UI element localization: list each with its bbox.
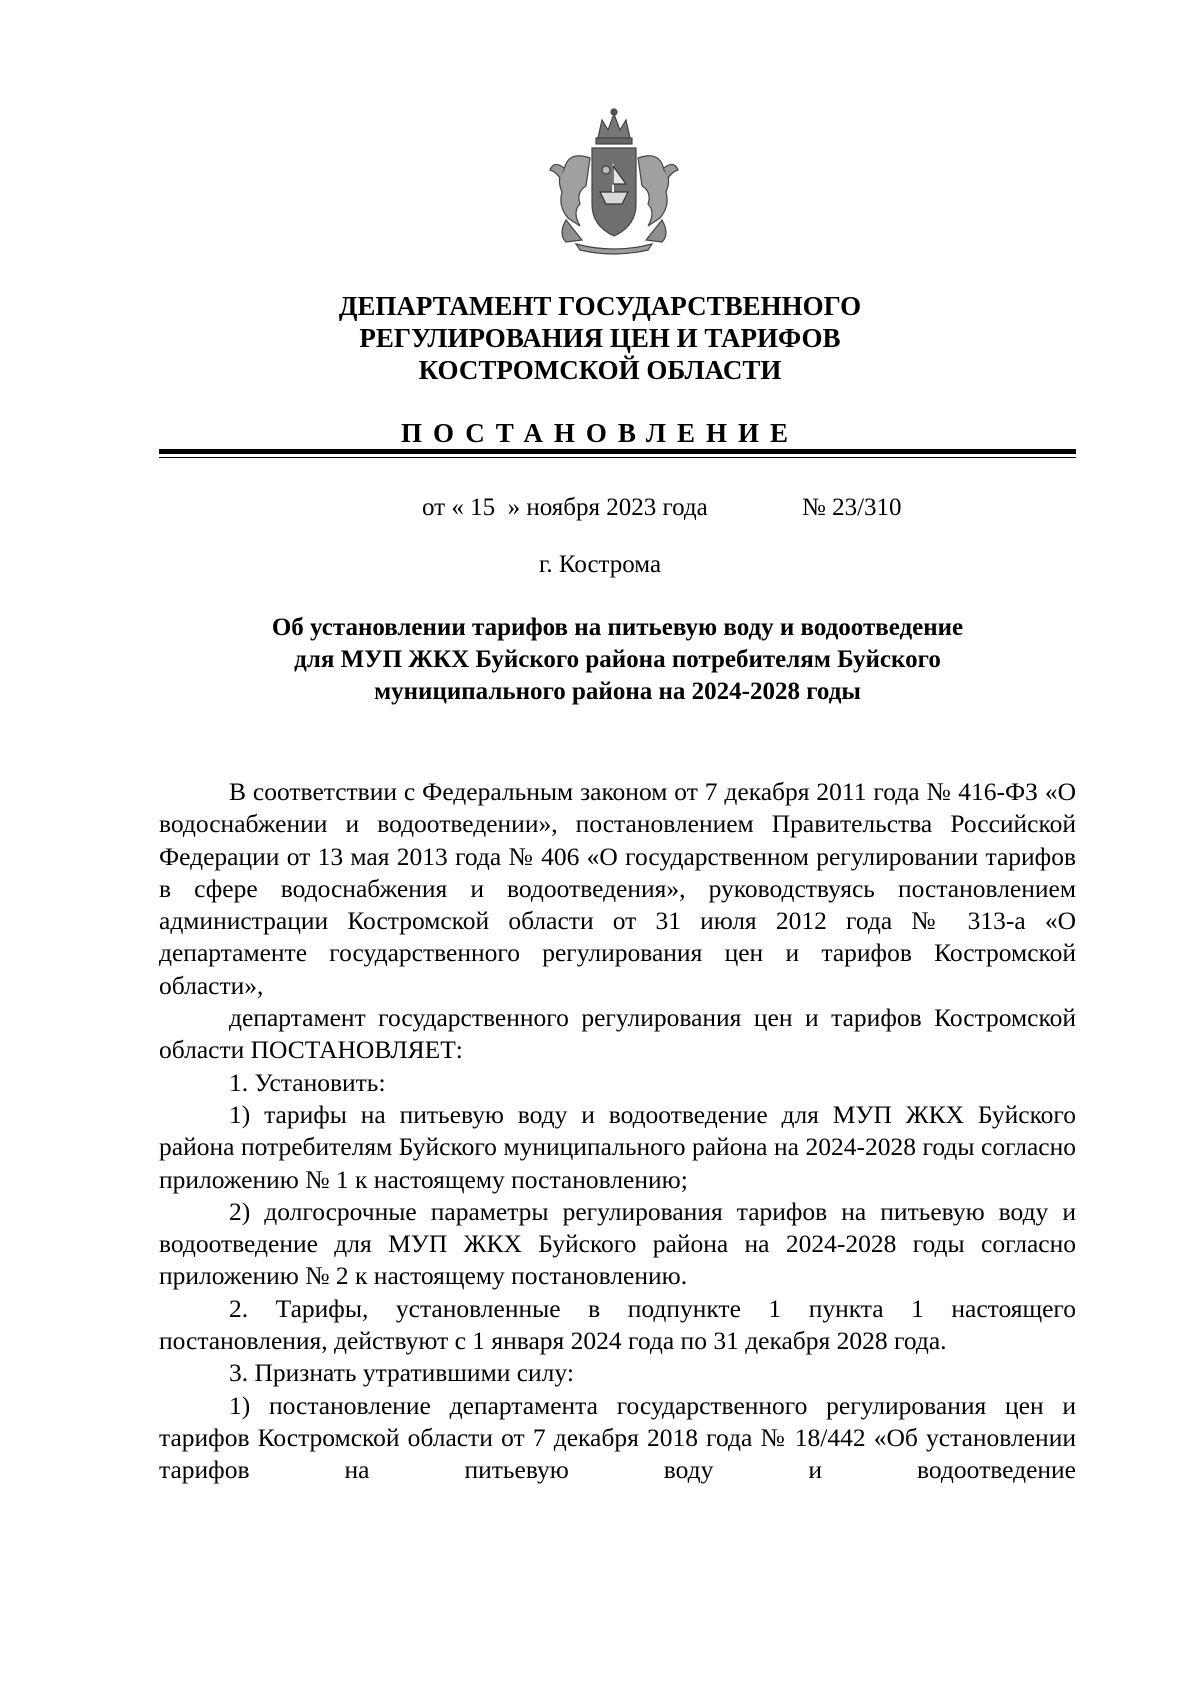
body-paragraph: 1) постановление департамента государственного регулирования цен и тарифов Костромской области от 7 декабря 2018 года № 18/442 «Об установлении тарифов на питьевую воду и водоотведение <box>159 1390 1076 1485</box>
document-number: № 23/310 <box>802 494 902 521</box>
body-paragraph: 1. Установить: <box>229 1067 386 1097</box>
coat-of-arms-emblem <box>536 108 692 258</box>
body-paragraph: 3. Признать утратившими силу: <box>229 1358 574 1388</box>
body-paragraph: 2. Тарифы, установленные в подпункте 1 пункта 1 настоящего постановления, действуют с 1 января 2024 года по 31 декабря 2028 года. <box>159 1293 1076 1356</box>
title-line: муниципального района на 2024-2028 годы <box>374 678 861 705</box>
title-line: для МУП ЖКХ Буйского района потребителям Буйского <box>294 646 941 673</box>
document-title <box>160 612 1075 708</box>
document-body <box>159 776 1076 1487</box>
title-line: Об установлении тарифов на питьевую воду и водоотведение <box>271 614 964 641</box>
body-paragraph: 1) тарифы на питьевую воду и водоотведение для МУП ЖКХ Буйского района потребителям Буйского муниципального района на 2024-2028 годы согласно приложению № 1 к настоящему постановлению; <box>159 1099 1076 1194</box>
issuing-organization <box>200 290 1000 386</box>
body-paragraph: департамент государственного регулирования цен и тарифов Костромской области ПОСТАНОВЛЯЕТ: <box>159 1003 1076 1065</box>
document-date: от « 15 » ноября 2023 года <box>422 494 708 521</box>
body-paragraph: В соответствии с Федеральным законом от 7 декабря 2011 года № 416-ФЗ «О водоснабжении и водоотведении», постановлением Правительства Российской Федерации от 13 мая 2013 года № 406 «О государственном регулировании тарифов в сфере водоснабжения и водоотведения», руководствуясь постановлением администрации Костромской области от 31 июля 2012 года № 313-а «О департаменте государственного регулирования цен и тарифов Костромской области», <box>159 777 1076 1000</box>
header-divider-thin <box>159 457 1076 458</box>
document-type: ПОСТАНОВЛЕНИЕ <box>400 418 800 448</box>
header-divider-thick <box>159 449 1076 454</box>
org-line: КОСТРОМСКОЙ ОБЛАСТИ <box>418 355 782 385</box>
body-paragraph: 2) долгосрочные параметры регулирования тарифов на питьевую воду и водоотведение для МУП ЖКХ Буйского района на 2024-2028 годы согласно приложению № 2 к настоящему постановлению. <box>159 1196 1076 1291</box>
document-city: г. Кострома <box>538 551 662 578</box>
org-line: РЕГУЛИРОВАНИЯ ЦЕН И ТАРИФОВ <box>359 323 841 353</box>
org-line: ДЕПАРТАМЕНТ ГОСУДАРСТВЕННОГО <box>338 291 862 321</box>
